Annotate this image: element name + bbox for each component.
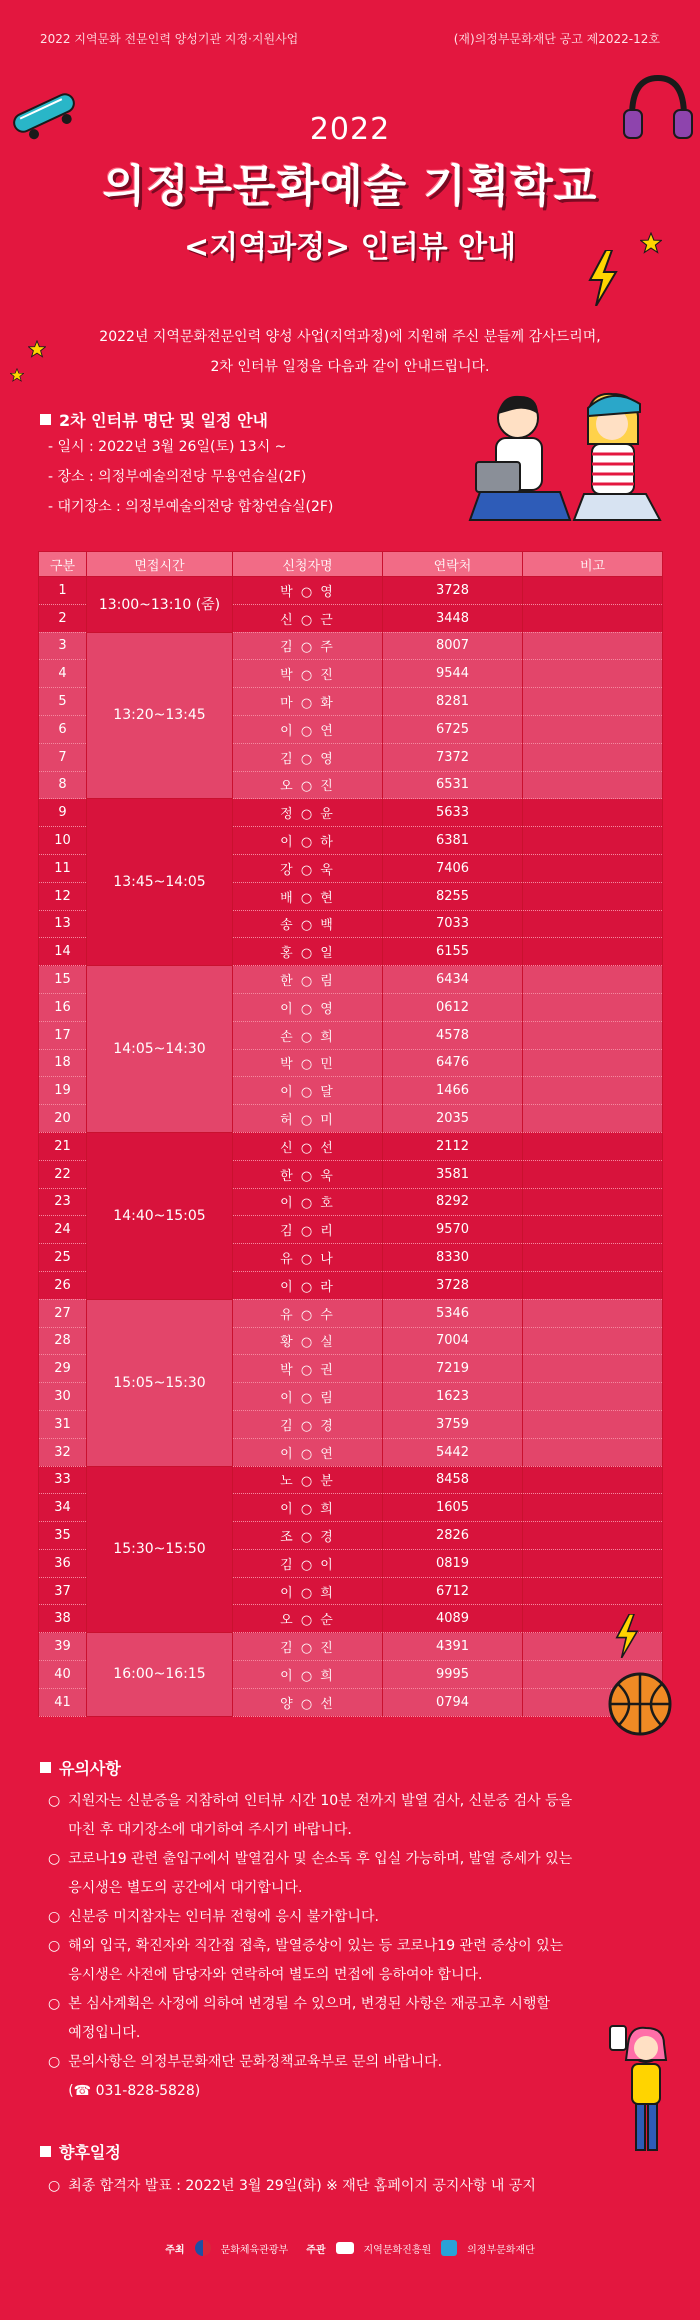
cell-contact: 4089: [383, 1605, 523, 1633]
cell-contact: 9570: [383, 1216, 523, 1244]
cell-no: 19: [39, 1077, 87, 1105]
cell-note: [523, 1216, 663, 1244]
cell-applicant-name: 이 ○ 희: [233, 1661, 383, 1689]
cell-no: 18: [39, 1049, 87, 1077]
note-line: (☎ 031-828-5828): [68, 2083, 201, 2099]
schedule-list: [48, 432, 333, 522]
cell-contact: 5633: [383, 799, 523, 827]
cell-interview-time: 13:00~13:10 (줌): [87, 577, 233, 633]
students-illustration: [440, 388, 690, 548]
cell-applicant-name: 양 ○ 선: [233, 1688, 383, 1716]
cell-note: [523, 1410, 663, 1438]
title-year: 2022: [309, 112, 391, 147]
table-row: [39, 577, 663, 605]
page-subtitle: <지역과정> 인터뷰 안내: [184, 230, 516, 265]
cell-interview-time: 16:00~16:15: [87, 1633, 233, 1716]
cell-applicant-name: 손 ○ 희: [233, 1021, 383, 1049]
time-slot-group: [39, 1466, 663, 1633]
cell-applicant-name: 마 ○ 화: [233, 688, 383, 716]
time-slot-group: [39, 577, 663, 633]
cell-contact: 6381: [383, 827, 523, 855]
table-row: [39, 1466, 663, 1494]
cell-contact: 3728: [383, 577, 523, 605]
circle-bullet: ○: [48, 2178, 61, 2194]
organizer-name-2: 의정부문화재단: [467, 2244, 535, 2256]
cell-contact: 7219: [383, 1355, 523, 1383]
interview-table: [38, 551, 663, 1717]
cell-contact: 8007: [383, 632, 523, 660]
organizer-name-1: 지역문화진흥원: [363, 2244, 432, 2256]
note-item: [48, 1990, 668, 2048]
header-contact: 연락처: [383, 552, 523, 577]
cell-interview-time: 15:30~15:50: [87, 1466, 233, 1633]
cell-applicant-name: 조 ○ 경: [233, 1522, 383, 1550]
cell-no: 29: [39, 1355, 87, 1383]
cell-applicant-name: 유 ○ 나: [233, 1244, 383, 1272]
schedule-heading: [40, 408, 268, 431]
intro-line: 2022년 지역문화전문인력 양성 사업(지역과정)에 지원해 주신 분들께 감사드리며,: [99, 329, 601, 345]
cell-no: 10: [39, 827, 87, 855]
cell-note: [523, 799, 663, 827]
cell-note: [523, 743, 663, 771]
cell-contact: 2826: [383, 1522, 523, 1550]
cell-applicant-name: 이 ○ 연: [233, 1438, 383, 1466]
cell-contact: 9995: [383, 1661, 523, 1689]
note-line: 응시생은 별도의 공간에서 대기합니다.: [68, 1880, 303, 1896]
schedule-place: - 장소 : 의정부예술의전당 무용연습실(2F): [48, 469, 307, 485]
cell-no: 7: [39, 743, 87, 771]
cell-no: 33: [39, 1466, 87, 1494]
cell-no: 25: [39, 1244, 87, 1272]
cell-no: 1: [39, 577, 87, 605]
cell-contact: 6725: [383, 715, 523, 743]
cell-no: 28: [39, 1327, 87, 1355]
notes-heading-text: 유의사항: [59, 1759, 121, 1778]
foundation-logo-icon: [441, 2240, 457, 2256]
cell-contact: 5442: [383, 1438, 523, 1466]
cell-note: [523, 771, 663, 799]
cell-no: 14: [39, 938, 87, 966]
cell-note: [523, 1077, 663, 1105]
cell-note: [523, 854, 663, 882]
cell-note: [523, 1577, 663, 1605]
cell-no: 41: [39, 1688, 87, 1716]
cell-applicant-name: 한 ○ 욱: [233, 1160, 383, 1188]
time-slot-group: [39, 799, 663, 966]
cell-note: [523, 1383, 663, 1411]
cell-contact: 7033: [383, 910, 523, 938]
cell-contact: 6531: [383, 771, 523, 799]
cell-no: 40: [39, 1661, 87, 1689]
cell-applicant-name: 김 ○ 경: [233, 1410, 383, 1438]
cell-note: [523, 1466, 663, 1494]
cell-no: 11: [39, 854, 87, 882]
cell-no: 26: [39, 1271, 87, 1299]
cell-contact: 8458: [383, 1466, 523, 1494]
table-header-row: [39, 552, 663, 577]
cell-applicant-name: 이 ○ 희: [233, 1577, 383, 1605]
note-line: 코로나19 관련 출입구에서 발열검사 및 손소독 후 입실 가능하며, 발열 증세가 있는: [68, 1851, 573, 1867]
cell-note: [523, 660, 663, 688]
cell-applicant-name: 정 ○ 윤: [233, 799, 383, 827]
circle-bullet: ○: [48, 1793, 61, 1809]
cell-applicant-name: 이 ○ 라: [233, 1271, 383, 1299]
cell-no: 37: [39, 1577, 87, 1605]
cell-note: [523, 1549, 663, 1577]
note-line: 본 심사계획은 사정에 의하여 변경될 수 있으며, 변경된 사항은 재공고후 시행할: [68, 1996, 550, 2012]
note-line: 문의사항은 의정부문화재단 문화정책교육부로 문의 바랍니다.: [68, 2054, 443, 2070]
cell-note: [523, 938, 663, 966]
cell-applicant-name: 송 ○ 백: [233, 910, 383, 938]
time-slot-group: [39, 1132, 663, 1299]
ministry-logo-icon: [195, 2240, 211, 2256]
cell-no: 8: [39, 771, 87, 799]
cell-note: [523, 827, 663, 855]
cell-applicant-name: 노 ○ 분: [233, 1466, 383, 1494]
cell-no: 6: [39, 715, 87, 743]
cell-contact: 1605: [383, 1494, 523, 1522]
schedule-waiting-place: - 대기장소 : 의정부예술의전당 합창연습실(2F): [48, 499, 334, 515]
girl-phone-illustration: [606, 2020, 686, 2160]
page-title: 의정부문화예술 기획학교: [102, 161, 598, 212]
cell-contact: 7372: [383, 743, 523, 771]
cell-contact: 0794: [383, 1688, 523, 1716]
cell-note: [523, 1132, 663, 1160]
cell-applicant-name: 신 ○ 근: [233, 604, 383, 632]
note-line: 해외 입국, 확진자와 직간접 접촉, 발열증상이 있는 등 코로나19 관련 증상이 있는: [68, 1938, 564, 1954]
cell-applicant-name: 박 ○ 권: [233, 1355, 383, 1383]
note-line: 예정입니다.: [68, 2025, 141, 2041]
future-item-text: 최종 합격자 발표 : 2022년 3월 29일(화) ※ 재단 홈페이지 공지사항 내 공지: [68, 2178, 536, 2194]
cell-no: 16: [39, 993, 87, 1021]
cell-no: 4: [39, 660, 87, 688]
cell-applicant-name: 김 ○ 주: [233, 632, 383, 660]
cell-no: 23: [39, 1188, 87, 1216]
table-row: [39, 799, 663, 827]
cell-contact: 3759: [383, 1410, 523, 1438]
cell-note: [523, 688, 663, 716]
bullet-square-icon: [40, 2146, 51, 2157]
cell-note: [523, 1327, 663, 1355]
cell-note: [523, 1438, 663, 1466]
future-item: [48, 2172, 536, 2201]
time-slot-group: [39, 966, 663, 1133]
note-item: [48, 1845, 668, 1903]
intro-text: [0, 322, 700, 382]
cell-contact: 6155: [383, 938, 523, 966]
cell-contact: 2035: [383, 1105, 523, 1133]
cell-applicant-name: 김 ○ 리: [233, 1216, 383, 1244]
note-item: [48, 2048, 668, 2106]
lightning-icon: [612, 1614, 642, 1658]
circle-bullet: ○: [48, 2054, 61, 2070]
cell-contact: 1466: [383, 1077, 523, 1105]
cell-contact: 6476: [383, 1049, 523, 1077]
cell-contact: 3448: [383, 604, 523, 632]
table-row: [39, 632, 663, 660]
note-item: [48, 1787, 668, 1845]
bullet-square-icon: [40, 414, 51, 425]
cell-applicant-name: 김 ○ 진: [233, 1633, 383, 1661]
cell-no: 34: [39, 1494, 87, 1522]
cell-contact: 6712: [383, 1577, 523, 1605]
time-slot-group: [39, 1299, 663, 1466]
cell-note: [523, 1105, 663, 1133]
cell-applicant-name: 박 ○ 민: [233, 1049, 383, 1077]
host-label: 주최: [165, 2244, 185, 2256]
cell-contact: 5346: [383, 1299, 523, 1327]
cell-applicant-name: 황 ○ 실: [233, 1327, 383, 1355]
cell-no: 17: [39, 1021, 87, 1049]
cell-no: 24: [39, 1216, 87, 1244]
header-no: 구분: [39, 552, 87, 577]
cell-applicant-name: 신 ○ 선: [233, 1132, 383, 1160]
future-heading-text: 향후일정: [59, 2143, 121, 2162]
cell-interview-time: 14:05~14:30: [87, 966, 233, 1133]
note-text: [68, 2048, 442, 2106]
note-text: [68, 1990, 550, 2048]
cell-note: [523, 632, 663, 660]
cell-no: 9: [39, 799, 87, 827]
cell-note: [523, 1188, 663, 1216]
cell-no: 21: [39, 1132, 87, 1160]
cell-contact: 0612: [383, 993, 523, 1021]
cell-note: [523, 715, 663, 743]
cell-applicant-name: 김 ○ 영: [233, 743, 383, 771]
footer: [0, 2240, 700, 2256]
schedule-date: - 일시 : 2022년 3월 26일(토) 13시 ~: [48, 439, 287, 455]
cell-note: [523, 1160, 663, 1188]
circle-bullet: ○: [48, 1938, 61, 1954]
note-line: 지원자는 신분증을 지참하여 인터뷰 시간 10분 전까지 발열 검사, 신분증 검사 등을: [68, 1793, 573, 1809]
cell-interview-time: 13:20~13:45: [87, 632, 233, 799]
intro-line: 2차 인터뷰 일정을 다음과 같이 안내드립니다.: [210, 359, 490, 375]
cell-no: 22: [39, 1160, 87, 1188]
circle-bullet: ○: [48, 1909, 61, 1925]
cell-no: 39: [39, 1633, 87, 1661]
cell-contact: 9544: [383, 660, 523, 688]
cell-applicant-name: 이 ○ 림: [233, 1383, 383, 1411]
cell-note: [523, 993, 663, 1021]
cell-contact: 1623: [383, 1383, 523, 1411]
cell-no: 36: [39, 1549, 87, 1577]
cell-applicant-name: 이 ○ 연: [233, 715, 383, 743]
cell-interview-time: 15:05~15:30: [87, 1299, 233, 1466]
cell-note: [523, 1299, 663, 1327]
organizer-label: 주관: [306, 2244, 326, 2256]
cell-contact: 7004: [383, 1327, 523, 1355]
header-note: 비고: [523, 552, 663, 577]
note-line: 응시생은 사전에 담당자와 연락하여 별도의 면접에 응하여야 합니다.: [68, 1967, 483, 1983]
basketball-icon: [600, 1660, 680, 1740]
table-row: [39, 966, 663, 994]
cell-applicant-name: 한 ○ 림: [233, 966, 383, 994]
cell-contact: 3581: [383, 1160, 523, 1188]
cell-applicant-name: 이 ○ 하: [233, 827, 383, 855]
cell-no: 32: [39, 1438, 87, 1466]
cell-contact: 8255: [383, 882, 523, 910]
cell-applicant-name: 유 ○ 수: [233, 1299, 383, 1327]
cell-note: [523, 577, 663, 605]
cell-no: 12: [39, 882, 87, 910]
time-slot-group: [39, 632, 663, 799]
header-name: 신청자명: [233, 552, 383, 577]
cell-no: 5: [39, 688, 87, 716]
cell-applicant-name: 배 ○ 현: [233, 882, 383, 910]
cell-contact: 8330: [383, 1244, 523, 1272]
cell-applicant-name: 이 ○ 호: [233, 1188, 383, 1216]
cell-applicant-name: 오 ○ 진: [233, 771, 383, 799]
program-label: 2022 지역문화 전문인력 양성기관 지정·지원사업: [40, 32, 299, 46]
cell-no: 38: [39, 1605, 87, 1633]
cell-applicant-name: 허 ○ 미: [233, 1105, 383, 1133]
notes-heading: [40, 1756, 121, 1779]
cell-note: [523, 910, 663, 938]
cell-no: 15: [39, 966, 87, 994]
cell-no: 27: [39, 1299, 87, 1327]
cell-contact: 8281: [383, 688, 523, 716]
cell-contact: 6434: [383, 966, 523, 994]
cell-note: [523, 1522, 663, 1550]
header-time: 면접시간: [87, 552, 233, 577]
top-bar: [40, 30, 660, 47]
cell-no: 30: [39, 1383, 87, 1411]
circle-bullet: ○: [48, 1851, 61, 1867]
cell-note: [523, 966, 663, 994]
circle-bullet: ○: [48, 1996, 61, 2012]
note-item: [48, 1932, 668, 1990]
cell-applicant-name: 오 ○ 순: [233, 1605, 383, 1633]
cell-note: [523, 1021, 663, 1049]
cell-no: 20: [39, 1105, 87, 1133]
future-list: [48, 2172, 536, 2201]
note-text: [68, 1932, 563, 1990]
schedule-heading-text: 2차 인터뷰 명단 및 일정 안내: [59, 411, 269, 430]
cell-contact: 2112: [383, 1132, 523, 1160]
cell-no: 2: [39, 604, 87, 632]
cell-note: [523, 1244, 663, 1272]
note-text: [68, 1845, 572, 1903]
note-item: [48, 1903, 668, 1932]
note-text: [68, 1903, 379, 1932]
cell-no: 3: [39, 632, 87, 660]
notice-number: (재)의정부문화재단 공고 제2022-12호: [453, 32, 660, 46]
cell-interview-time: 13:45~14:05: [87, 799, 233, 966]
time-slot-group: [39, 1633, 663, 1716]
cell-contact: 8292: [383, 1188, 523, 1216]
cell-note: [523, 1271, 663, 1299]
cell-contact: 4578: [383, 1021, 523, 1049]
cell-applicant-name: 김 ○ 이: [233, 1549, 383, 1577]
cell-contact: 0819: [383, 1549, 523, 1577]
note-line: 신분증 미지참자는 인터뷰 전형에 응시 불가합니다.: [68, 1909, 379, 1925]
cell-note: [523, 1355, 663, 1383]
cell-no: 31: [39, 1410, 87, 1438]
cell-applicant-name: 이 ○ 희: [233, 1494, 383, 1522]
note-text: [68, 1787, 572, 1845]
cell-no: 13: [39, 910, 87, 938]
cell-note: [523, 882, 663, 910]
agency-logo-icon: [336, 2242, 354, 2254]
cell-applicant-name: 강 ○ 욱: [233, 854, 383, 882]
cell-note: [523, 1049, 663, 1077]
cell-applicant-name: 이 ○ 영: [233, 993, 383, 1021]
table-row: [39, 1132, 663, 1160]
cell-applicant-name: 이 ○ 달: [233, 1077, 383, 1105]
table-row: [39, 1299, 663, 1327]
cell-applicant-name: 박 ○ 영: [233, 577, 383, 605]
cell-note: [523, 604, 663, 632]
cell-interview-time: 14:40~15:05: [87, 1132, 233, 1299]
cell-applicant-name: 박 ○ 진: [233, 660, 383, 688]
cell-contact: 3728: [383, 1271, 523, 1299]
cell-note: [523, 1494, 663, 1522]
future-heading: [40, 2140, 121, 2163]
cell-applicant-name: 홍 ○ 일: [233, 938, 383, 966]
cell-contact: 4391: [383, 1633, 523, 1661]
table-row: [39, 1633, 663, 1661]
note-line: 마친 후 대기장소에 대기하여 주시기 바랍니다.: [68, 1822, 352, 1838]
bullet-square-icon: [40, 1762, 51, 1773]
notes-list: [48, 1787, 668, 2106]
host-name: 문화체육관광부: [220, 2244, 289, 2256]
cell-no: 35: [39, 1522, 87, 1550]
cell-contact: 7406: [383, 854, 523, 882]
